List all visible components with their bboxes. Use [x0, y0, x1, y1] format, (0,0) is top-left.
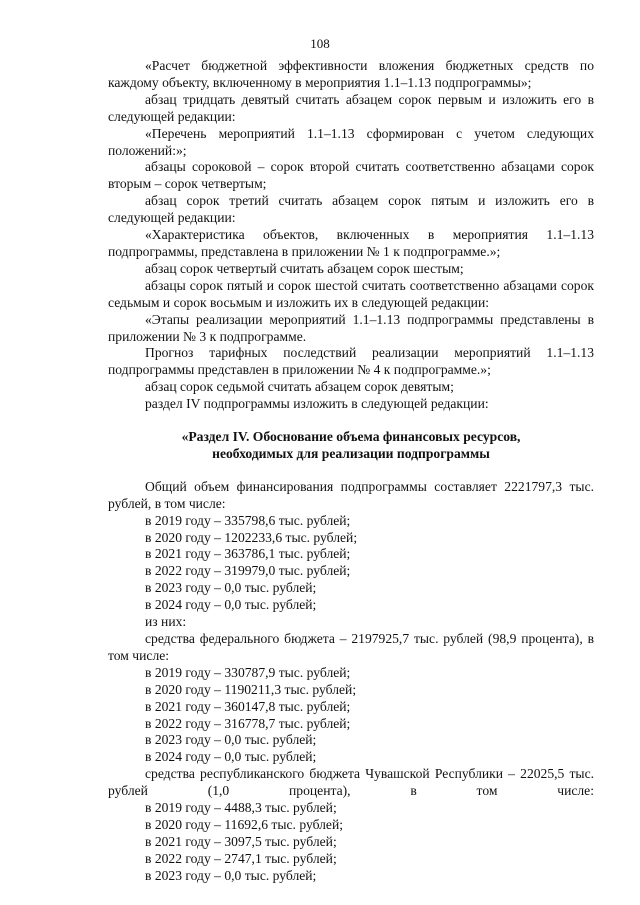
document-body: [108, 58, 594, 885]
republican-budget-total: средства республиканского бюджета Чувашской Республики – 22025,5 тыс. рублей (1,0 процента), в том числе:: [108, 766, 594, 799]
paragraph-11: абзац сорок седьмой считать абзацем сорок девятым;: [145, 379, 454, 395]
financing-year-line: в 2023 году – 0,0 тыс. рублей;: [145, 580, 317, 596]
republican-year-line: в 2022 году – 2747,1 тыс. рублей;: [145, 850, 337, 866]
section-heading: [108, 429, 594, 463]
financing-year-line: в 2019 году – 335798,6 тыс. рублей;: [145, 512, 351, 528]
federal-year-line: в 2021 году – 360147,8 тыс. рублей;: [145, 698, 351, 714]
federal-year-line: в 2020 году – 1190211,3 тыс. рублей;: [145, 681, 357, 697]
federal-budget-total: средства федерального бюджета – 2197925,7 тыс. рублей (98,9 процента), в том числе:: [108, 631, 594, 663]
republican-year-line: в 2021 году – 3097,5 тыс. рублей;: [145, 833, 337, 849]
section-heading-line-1: «Раздел IV. Обоснование объема финансовых ресурсов,: [181, 429, 521, 445]
federal-year-line: в 2023 году – 0,0 тыс. рублей;: [145, 732, 317, 748]
financing-total: Общий объем финансирования подпрограммы составляет 2221797,3 тыс. рублей, в том числе:: [108, 478, 594, 511]
financing-year-line: в 2020 году – 1202233,6 тыс. рублей;: [145, 529, 358, 545]
paragraph-9: «Этапы реализации мероприятий 1.1–1.13 подпрограммы представлены в приложении № 3 к подпрограмме.: [108, 311, 594, 344]
financing-year-line: в 2022 году – 319979,0 тыс. рублей;: [145, 563, 351, 579]
paragraph-5: абзац сорок третий считать абзацем сорок пятым и изложить его в следующей редакции:: [108, 193, 594, 226]
paragraph-2: абзац тридцать девятый считать абзацем сорок первым и изложить его в следующей редакции:: [108, 91, 594, 124]
paragraph-10: Прогноз тарифных последствий реализации мероприятий 1.1–1.13 подпрограммы представлен в приложении № 4 к подпрограмме.»;: [108, 345, 594, 378]
paragraph-7: абзац сорок четвертый считать абзацем сорок шестым;: [145, 260, 464, 276]
federal-year-line: в 2022 году – 316778,7 тыс. рублей;: [145, 715, 351, 731]
financing-of-which: из них:: [145, 614, 187, 630]
republican-year-line: в 2019 году – 4488,3 тыс. рублей;: [145, 800, 337, 816]
financing-year-line: в 2024 году – 0,0 тыс. рублей;: [145, 597, 317, 613]
paragraph-8: абзацы сорок пятый и сорок шестой считать соответственно абзацами сорок седьмым и сорок восьмым и изложить их в следующей редакции:: [108, 277, 594, 310]
federal-year-line: в 2024 году – 0,0 тыс. рублей;: [145, 749, 317, 765]
paragraph-6: «Характеристика объектов, включенных в мероприятия 1.1–1.13 подпрограммы, представлена в приложении № 1 к подпрограмме.»;: [108, 227, 594, 259]
page-number: 108: [310, 36, 330, 51]
paragraph-3: «Перечень мероприятий 1.1–1.13 сформирован с учетом следующих положений:»;: [108, 125, 594, 158]
federal-year-line: в 2019 году – 330787,9 тыс. рублей;: [145, 664, 351, 680]
paragraph-12: раздел IV подпрограммы изложить в следующей редакции:: [145, 396, 489, 412]
paragraph-1: «Расчет бюджетной эффективности вложения бюджетных средств по каждому объекту, включенному в мероприятия 1.1–1.13 подпрограммы»;: [108, 58, 594, 90]
paragraph-4: абзацы сороковой – сорок второй считать соответственно абзацами сорок вторым – сорок четвертым;: [108, 159, 594, 192]
republican-year-line: в 2023 году – 0,0 тыс. рублей;: [145, 867, 317, 883]
financing-year-line: в 2021 году – 363786,1 тыс. рублей;: [145, 546, 351, 562]
section-heading-line-2: необходимых для реализации подпрограммы: [212, 445, 490, 461]
republican-year-line: в 2020 году – 11692,6 тыс. рублей;: [145, 816, 344, 832]
